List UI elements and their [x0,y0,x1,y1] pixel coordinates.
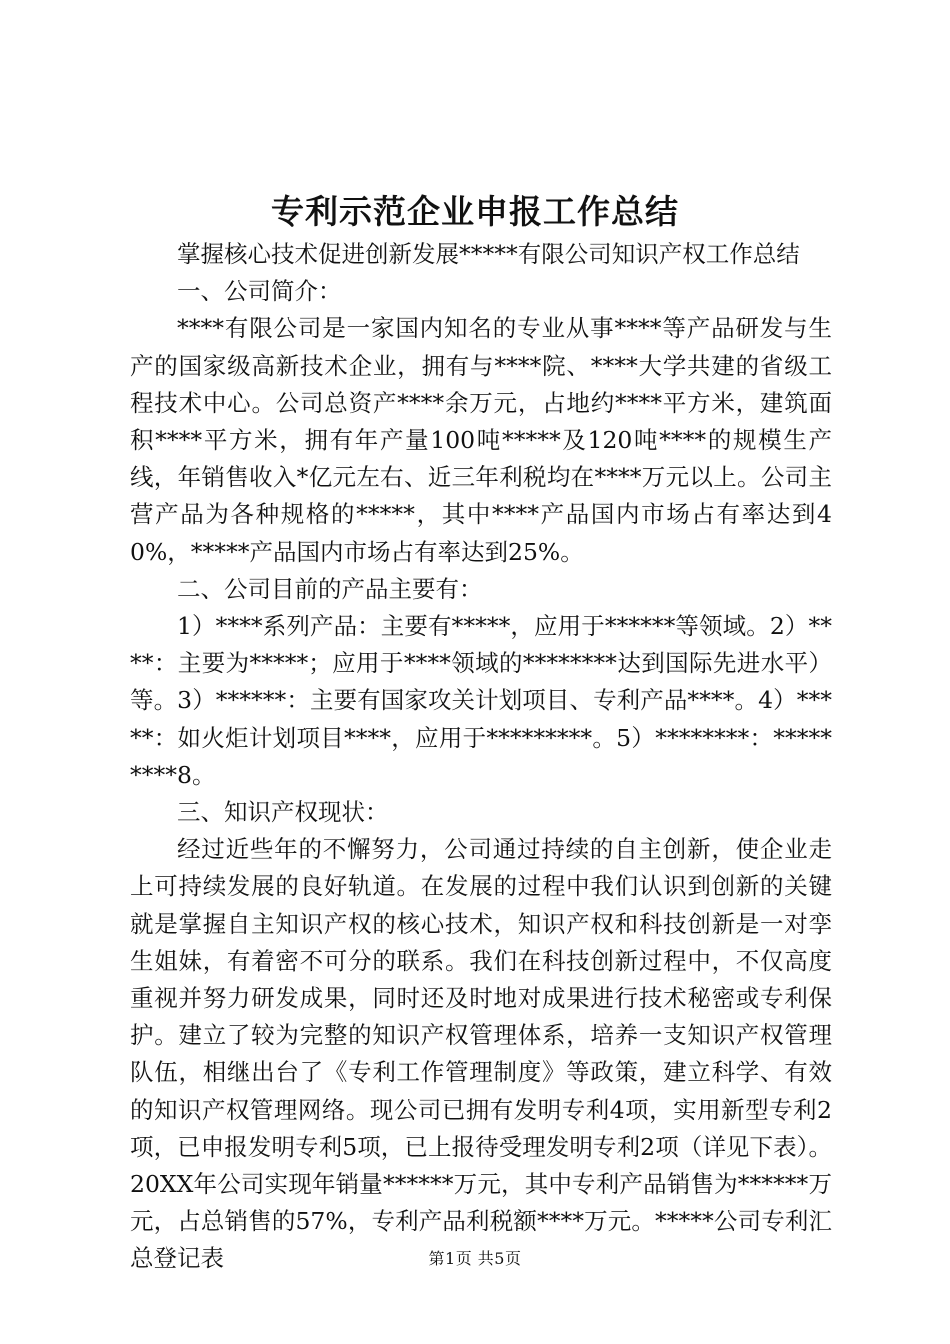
page-footer: 第1页 共5页 [428,1249,522,1268]
section-heading-products: 二、公司目前的产品主要有： [177,574,483,603]
company-intro-paragraph: ****有限公司是一家国内知名的专业从事****等产品研发与生产的国家级高新技术企业，拥有与****院、****大学共建的省级工程技术中心。公司总资产****余万元，占地约****平方米，建筑面积****平方米，拥有年产量100吨*****及120吨****的规模生产线，年销售收入*亿元左右、近三年利税均在****万元以上。公司主营产品为各种规格的*****，其中****产品国内市场占有率达到40%，*****产品国内市场占有率达到25%。 [130,314,832,566]
document-body [130,236,832,1278]
document-title: 专利示范企业申报工作总结 [271,192,679,231]
section-heading-company-intro: 一、公司简介： [177,277,342,306]
products-paragraph: 1）****系列产品：主要有*****，应用于******等领域。2）****：主要为*****；应用于****领域的********达到国际先进水平）等。3）******：主要有国家攻关计划项目、专利产品****。4）*****：如火炬计划项目****，应用于*********。5）********：*********8。 [130,612,832,789]
ip-status-paragraph: 经过近些年的不懈努力，公司通过持续的自主创新，使企业走上可持续发展的良好轨道。在发展的过程中我们认识到创新的关键就是掌握自主知识产权的核心技术，知识产权和科技创新是一对孪生姐妹，有着密不可分的联系。我们在科技创新过程中，不仅高度重视并努力研发成果，同时还及时地对成果进行技术秘密或专利保护。建立了较为完整的知识产权管理体系，培养一支知识产权管理队伍，相继出台了《专利工作管理制度》等政策，建立科学、有效的知识产权管理网络。现公司已拥有发明专利4项，实用新型专利2项，已申报发明专利5项，已上报待受理发明专利2项（详见下表）。20XX年公司实现年销量******万元，其中专利产品销售为******万元，占总销售的57%，专利产品利税额****万元。*****公司专利汇总登记表 [130,835,832,1273]
subtitle-paragraph: 掌握核心技术促进创新发展*****有限公司知识产权工作总结 [177,240,800,268]
section-heading-ip-status: 三、知识产权现状： [177,798,389,827]
